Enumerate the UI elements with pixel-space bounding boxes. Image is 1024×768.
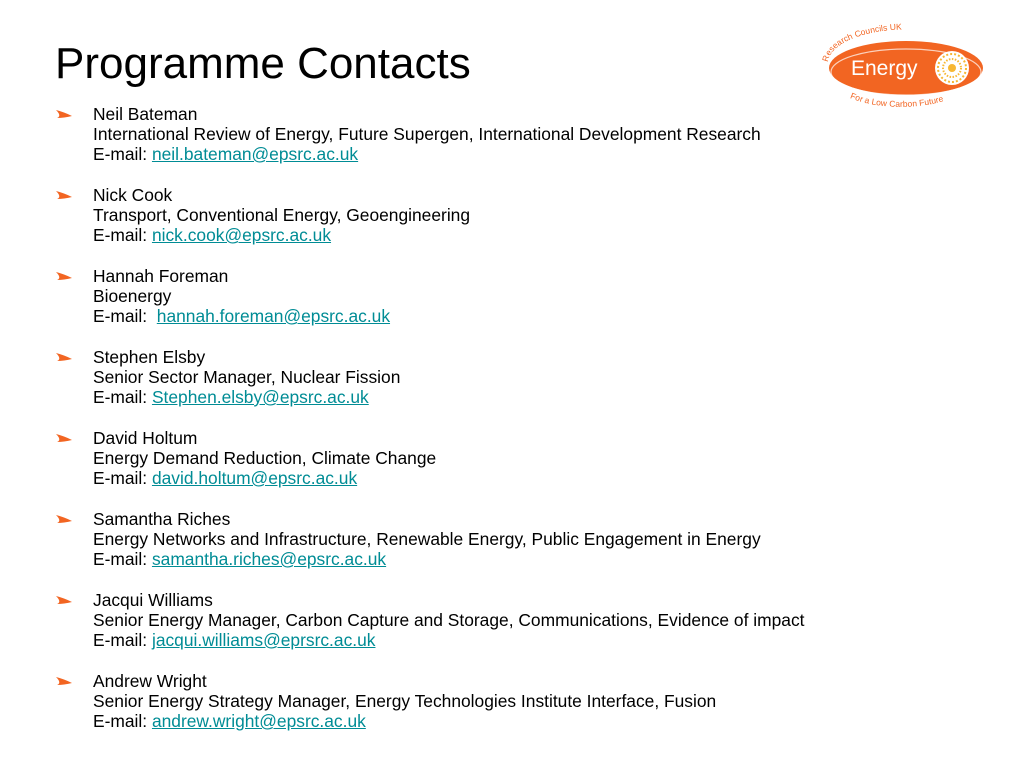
contact-item	[55, 185, 985, 245]
contact-email-link[interactable]: jacqui.williams@eprsrc.ac.uk	[151, 630, 376, 650]
contact-name: Hannah Foreman	[93, 266, 229, 286]
contact-item	[55, 104, 985, 164]
swoosh-bullet-icon	[55, 190, 73, 200]
contact-list	[55, 104, 985, 752]
contact-item	[55, 428, 985, 488]
swoosh-bullet-icon	[55, 109, 73, 119]
logo-arc-bottom-text: For a Low Carbon Future	[849, 90, 945, 109]
contact-name: Samantha Riches	[93, 509, 231, 529]
contact-name: Stephen Elsby	[93, 347, 206, 367]
contact-item	[55, 347, 985, 407]
email-label: E-mail:	[93, 306, 157, 326]
contact-role: Senior Energy Manager, Carbon Capture and Storage, Communications, Evidence of impact	[93, 610, 805, 630]
swoosh-bullet-icon	[55, 514, 73, 524]
email-label: E-mail:	[93, 225, 152, 245]
email-label: E-mail:	[93, 549, 152, 569]
contact-role: International Review of Energy, Future Supergen, International Development Research	[93, 124, 761, 144]
contact-role: Energy Networks and Infrastructure, Renewable Energy, Public Engagement in Energy	[93, 529, 761, 549]
swoosh-bullet-icon	[55, 595, 73, 605]
contact-email-link[interactable]: david.holtum@epsrc.ac.uk	[151, 468, 358, 488]
contact-name: Neil Bateman	[93, 104, 198, 124]
email-label: E-mail:	[93, 711, 152, 731]
contact-item	[55, 590, 985, 650]
contact-name: Jacqui Williams	[93, 590, 213, 610]
contact-email-link[interactable]: andrew.wright@epsrc.ac.uk	[151, 711, 366, 731]
contact-item	[55, 266, 985, 326]
email-label: E-mail:	[93, 387, 152, 407]
contact-email-link[interactable]: nick.cook@epsrc.ac.uk	[151, 225, 332, 245]
contact-item	[55, 671, 985, 731]
logo-arc-top-text: Research Councils UK	[820, 22, 902, 63]
swoosh-bullet-icon	[55, 433, 73, 443]
email-label: E-mail:	[93, 468, 152, 488]
contact-role: Bioenergy	[93, 286, 172, 306]
energy-logo	[820, 22, 990, 117]
swoosh-bullet-icon	[55, 676, 73, 686]
page-title: Programme Contacts	[55, 39, 471, 88]
contact-email-link[interactable]: Stephen.elsby@epsrc.ac.uk	[151, 387, 369, 407]
contact-item	[55, 509, 985, 569]
contact-role: Energy Demand Reduction, Climate Change	[93, 448, 437, 468]
contact-name: Andrew Wright	[93, 671, 207, 691]
contact-email-link[interactable]: samantha.riches@epsrc.ac.uk	[151, 549, 387, 569]
contact-email-link[interactable]: neil.bateman@epsrc.ac.uk	[151, 144, 359, 164]
contact-role: Senior Energy Strategy Manager, Energy Technologies Institute Interface, Fusion	[93, 691, 717, 711]
swoosh-bullet-icon	[55, 352, 73, 362]
contact-email-link[interactable]: hannah.foreman@epsrc.ac.uk	[156, 306, 391, 326]
contact-role: Transport, Conventional Energy, Geoengineering	[93, 205, 471, 225]
sun-icon	[935, 51, 969, 85]
contact-name: David Holtum	[93, 428, 198, 448]
contact-name: Nick Cook	[93, 185, 173, 205]
email-label: E-mail:	[93, 144, 152, 164]
swoosh-bullet-icon	[55, 271, 73, 281]
contact-role: Senior Sector Manager, Nuclear Fission	[93, 367, 401, 387]
email-label: E-mail:	[93, 630, 152, 650]
logo-word: Energy	[851, 57, 918, 80]
